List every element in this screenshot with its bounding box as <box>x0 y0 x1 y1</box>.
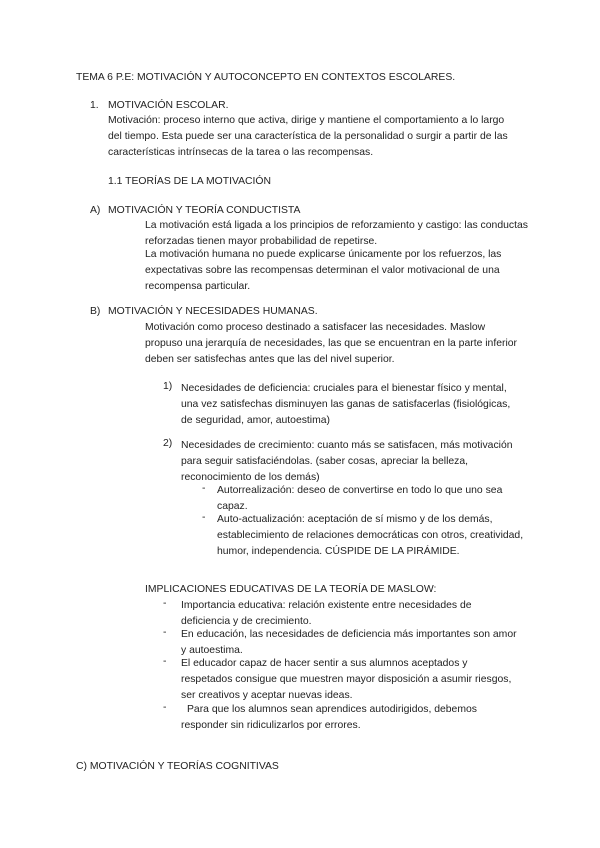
section-1-number: 1. <box>90 100 99 111</box>
section-c-heading: C) MOTIVACIÓN Y TEORÍAS COGNITIVAS <box>76 761 279 772</box>
list-item-1-text: Necesidades de deficiencia: cruciales para el bienestar físico y mental, una vez satisfechas disminuyen las ganas de satisfacerlas (fisiológicas, de seguridad, amor, autoestima) <box>181 383 511 426</box>
implication-bullet: - <box>163 656 167 667</box>
section-a-paragraph-2: La motivación humana no puede explicarse únicamente por los refuerzos, las expectativas sobre las recompensas determinan el valor motivacional de una recompensa particular. <box>145 249 502 292</box>
list-item-1-marker: 1) <box>163 381 173 392</box>
implication-item: En educación, las necesidades de deficiencia más importantes son amor y autoestima. <box>181 629 517 656</box>
section-1-body: Motivación: proceso interno que activa, dirige y mantiene el comportamiento a lo largo del tiempo. Esta puede ser una característica de la personalidad o surgir a partir de las características intrínsecas de la tarea o las recompensas. <box>108 115 508 158</box>
document-title: TEMA 6 P.E: MOTIVACIÓN Y AUTOCONCEPTO EN CONTEXTOS ESCOLARES. <box>76 72 456 83</box>
sub-bullet-1-text: Autorrealización: deseo de convertirse en todo lo que uno sea capaz. <box>217 485 503 512</box>
section-1-heading: MOTIVACIÓN ESCOLAR. <box>108 100 229 111</box>
section-a-paragraph-1: La motivación está ligada a los principios de reforzamiento y castigo: las conductas reforzadas tienen mayor probabilidad de repetirse. <box>145 220 528 247</box>
list-item-2-text: Necesidades de crecimiento: cuanto más se satisfacen, más motivación para seguir satisfaciéndolas. (saber cosas, apreciar la belleza, reconocimiento de los demás) <box>181 440 513 483</box>
list-item-2-marker: 2) <box>163 438 173 449</box>
section-a-marker: A) <box>90 205 101 216</box>
implication-item: Importancia educativa: relación existente entre necesidades de deficiencia y de crecimiento. <box>181 600 472 627</box>
section-b-intro: Motivación como proceso destinado a satisfacer las necesidades. Maslow propuso una jerarquía de necesidades, las que se encuentran en la parte inferior deben ser satisfechas antes que las del nivel superior. <box>145 322 518 365</box>
sub-bullet-1-marker: - <box>202 483 206 494</box>
section-b-marker: B) <box>90 306 101 317</box>
section-b-heading: MOTIVACIÓN Y NECESIDADES HUMANAS. <box>108 306 318 317</box>
implications-heading: IMPLICACIONES EDUCATIVAS DE LA TEORÍA DE MASLOW: <box>145 584 437 595</box>
implication-bullet: - <box>163 598 167 609</box>
implication-item: Para que los alumnos sean aprendices autodirigidos, debemos responder sin ridiculizarlos por errores. <box>181 704 477 731</box>
implication-bullet: - <box>163 627 167 638</box>
sub-bullet-2-marker: - <box>202 512 206 523</box>
sub-bullet-2-text: Auto-actualización: aceptación de sí mismo y de los demás, establecimiento de relaciones democráticas con otros, creatividad, humor, independencia. CÚSPIDE DE LA PIRÁMIDE. <box>217 514 524 557</box>
implication-item: El educador capaz de hacer sentir a sus alumnos aceptados y respetados consigue que muestren mayor disposición a asumir riesgos, ser creativos y aceptar nuevas ideas. <box>181 658 512 701</box>
implication-bullet: - <box>163 702 167 713</box>
subsection-heading: 1.1 TEORÍAS DE LA MOTIVACIÓN <box>108 176 272 187</box>
section-a-heading: MOTIVACIÓN Y TEORÍA CONDUCTISTA <box>108 205 301 216</box>
